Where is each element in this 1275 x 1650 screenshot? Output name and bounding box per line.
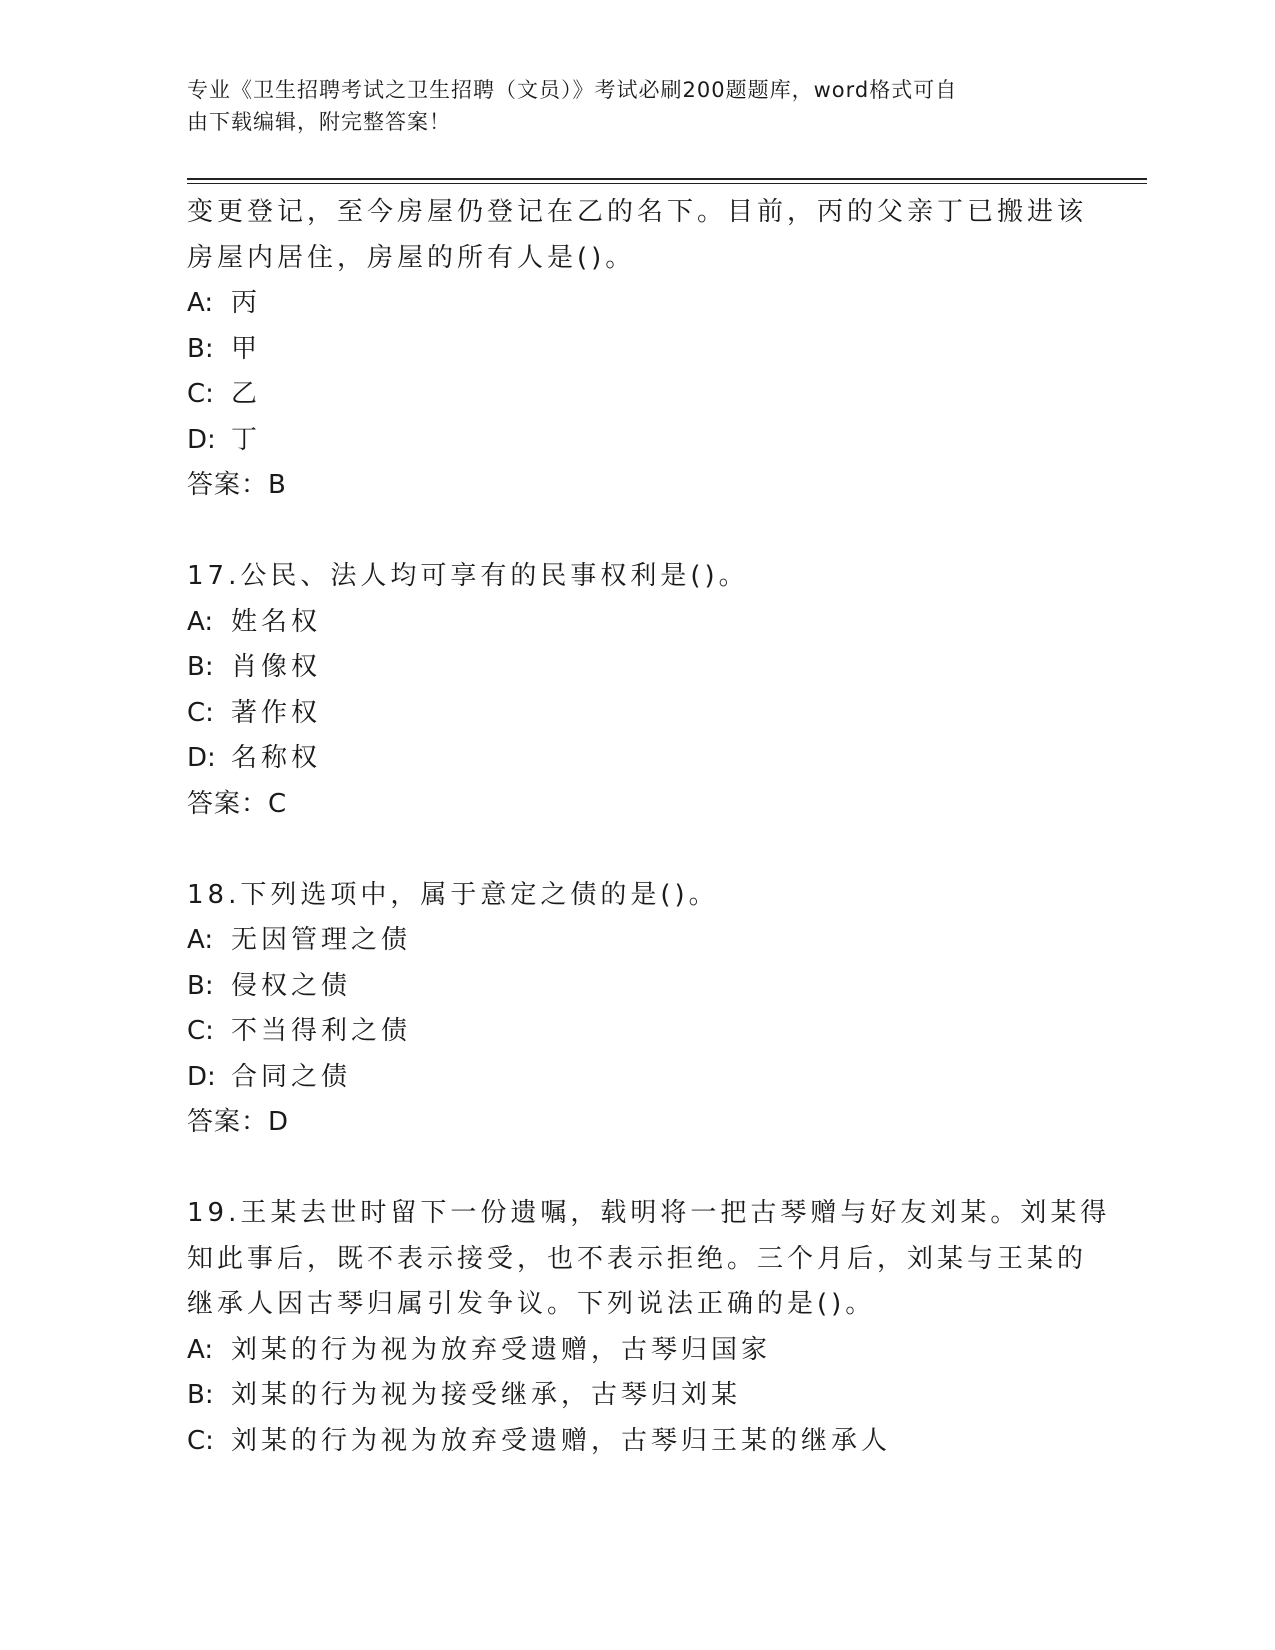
option-key: D: — [187, 1061, 216, 1092]
answer-line: 答案：C — [187, 788, 288, 819]
option-key: A: — [187, 925, 214, 955]
option-a — [187, 1328, 1087, 1374]
question-16 — [187, 190, 1087, 509]
option-a — [187, 281, 1087, 327]
question-stem-line: 房屋内居住，房屋的所有人是()。 — [187, 242, 636, 273]
header-line-2: 由下载编辑，附完整答案！ — [187, 110, 451, 134]
option-text: 名称权 — [231, 743, 322, 773]
option-key: B: — [187, 1380, 214, 1410]
header-divider-thin — [187, 183, 1147, 184]
question-list — [187, 190, 1111, 1464]
option-key: A: — [187, 288, 214, 318]
question-19 — [187, 1191, 1111, 1464]
option-key: B: — [187, 970, 214, 1001]
option-text: 甲 — [231, 333, 262, 364]
option-b — [187, 327, 1087, 373]
option-text: 肖像权 — [231, 652, 322, 682]
question-spacer — [187, 1146, 1087, 1192]
option-a — [187, 918, 1087, 964]
question-stem-line: 继承人因古琴归属引发争议。下列说法正确的是()。 — [187, 1289, 876, 1319]
option-a — [187, 600, 1087, 646]
option-b — [187, 1373, 1087, 1419]
answer-line: 答案：D — [187, 1107, 290, 1137]
option-b — [187, 645, 1087, 691]
option-d — [187, 736, 1087, 782]
option-c — [187, 1009, 1087, 1055]
question-stem-line: 17.公民、法人均可享有的民事权利是()。 — [187, 561, 749, 591]
option-key: C: — [187, 697, 214, 728]
option-text: 侵权之债 — [231, 970, 352, 1001]
option-key: C: — [187, 379, 214, 409]
option-d — [187, 418, 1087, 464]
option-c — [187, 372, 1087, 418]
option-text: 丁 — [231, 424, 262, 455]
option-key: D: — [187, 424, 216, 455]
option-text: 刘某的行为视为放弃受遗赠，古琴归国家 — [231, 1334, 772, 1365]
option-key: B: — [187, 333, 214, 364]
option-text: 不当得利之债 — [231, 1016, 412, 1046]
option-text: 著作权 — [231, 697, 322, 728]
option-text: 乙 — [231, 379, 262, 409]
option-b — [187, 964, 1087, 1010]
document-header — [187, 74, 1087, 138]
question-spacer — [187, 827, 1087, 873]
option-text: 姓名权 — [231, 606, 322, 637]
option-text: 合同之债 — [231, 1061, 352, 1092]
option-d — [187, 1055, 1087, 1101]
question-stem-line: 变更登记，至今房屋仍登记在乙的名下。目前，丙的父亲丁已搬进该 — [187, 197, 1088, 227]
option-c — [187, 691, 1087, 737]
option-c — [187, 1419, 1087, 1465]
header-line-1: 专业《卫生招聘考试之卫生招聘（文员）》考试必刷200题题库，word格式可自 — [187, 78, 958, 102]
header-divider-thick — [187, 178, 1147, 180]
option-text: 无因管理之债 — [231, 925, 412, 955]
question-stem-line: 18.下列选项中，属于意定之债的是()。 — [187, 879, 719, 910]
option-key: C: — [187, 1016, 214, 1046]
option-text: 丙 — [231, 288, 262, 318]
question-stem-line: 知此事后，既不表示接受，也不表示拒绝。三个月后，刘某与王某的 — [187, 1243, 1088, 1274]
option-key: D: — [187, 743, 216, 773]
answer-line: 答案：B — [187, 470, 287, 500]
question-spacer — [187, 509, 1087, 555]
option-key: A: — [187, 1334, 214, 1365]
question-17 — [187, 554, 1087, 827]
option-key: A: — [187, 606, 214, 637]
question-18 — [187, 873, 1087, 1146]
option-text: 刘某的行为视为放弃受遗赠，古琴归王某的继承人 — [231, 1425, 892, 1456]
option-text: 刘某的行为视为接受继承，古琴归刘某 — [231, 1380, 742, 1410]
option-key: B: — [187, 652, 214, 682]
option-key: C: — [187, 1425, 214, 1456]
question-stem-line: 19.王某去世时留下一份遗嘱，载明将一把古琴赠与好友刘某。刘某得 — [187, 1198, 1111, 1228]
